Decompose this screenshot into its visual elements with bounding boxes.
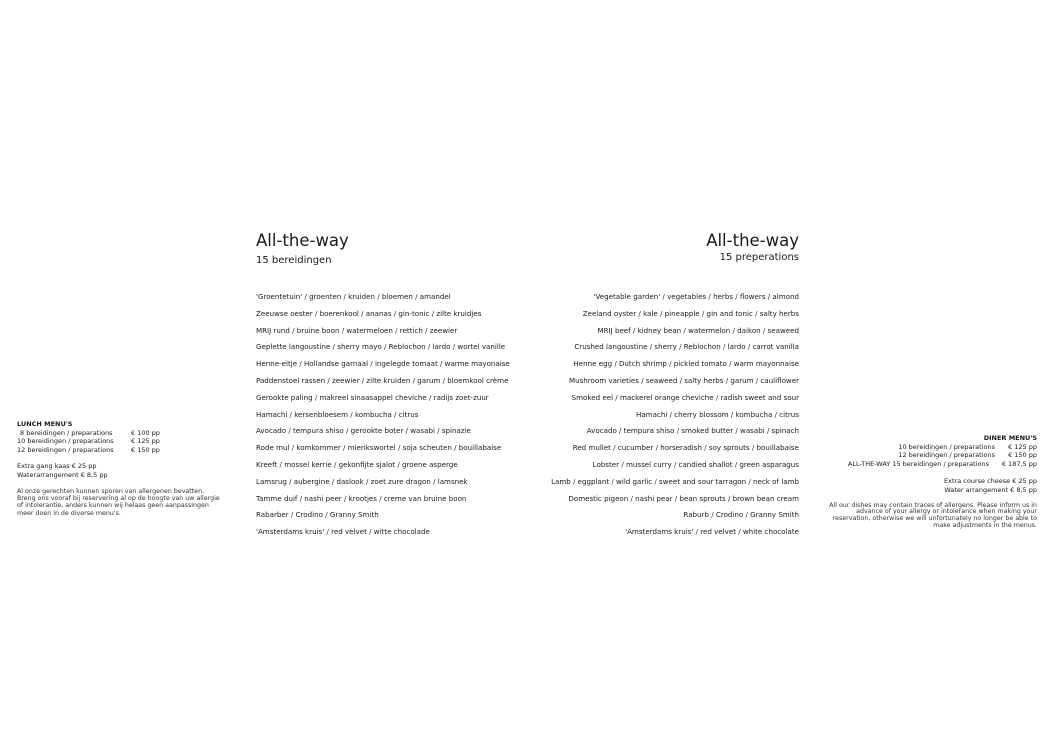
dutch-menu-title: All-the-way	[256, 231, 349, 250]
dish-item: Domestic pigeon / nashi pear / bean sprouts / brown bean cream	[568, 493, 799, 503]
dish-item: Avocado / tempura shiso / gerookte boter / wasabi / spinazie	[256, 426, 471, 436]
dish-item: 'Groentetuin' / groenten / kruiden / bloemen / amandel	[256, 292, 451, 301]
lunch-option-label: 10 bereidingen / preparations	[17, 437, 114, 446]
lunch-option-price: € 125 pp	[131, 437, 160, 446]
dish-item: Rabarber / Crodino / Granny Smith	[256, 510, 379, 520]
dish-item: Tamme duif / nashi peer / krootjes / creme van bruine boon	[256, 493, 467, 503]
dish-item: Rode mul / komkommer / mierikswortel / soja scheuten / bouillabaise	[256, 443, 502, 453]
diner-option-price: € 125 pp	[1008, 442, 1037, 451]
lunch-extra-water: Waterarrangement € 8,5 pp	[17, 470, 108, 479]
diner-extra-water: Water arrangement € 8,5 pp	[944, 485, 1037, 494]
dish-item: Kreeft / mossel kerrie / gekonfijte sjalot / groene asperge	[256, 459, 458, 469]
diner-extras	[777, 477, 1037, 494]
lunch-extras	[17, 462, 227, 479]
english-dish-list	[551, 289, 799, 541]
dish-item: Avocado / tempura shiso / smoked butter / wasabi / spinach	[586, 426, 799, 436]
dish-item: Red mullet / cucumber / horseradish / soy sprouts / bouillabaise	[572, 443, 799, 453]
diner-option-label: 12 bereidingen / preparations	[898, 451, 995, 460]
dish-item: Henne-eitje / Hollandse garnaal / ingelegde tomaat / warme mayonaise	[256, 359, 510, 369]
dish-item: Lamb / eggplant / wild garlic / sweet and sour tarragon / neck of lamb	[551, 476, 799, 486]
diner-option	[777, 460, 1037, 469]
diner-menu-info	[777, 434, 1037, 530]
diner-option-price: € 150 pp	[1008, 451, 1037, 460]
english-menu-title: All-the-way	[706, 231, 799, 250]
dish-item: Lamsrug / aubergine / daslook / zoet zure dragon / lamsnek	[256, 476, 468, 486]
dish-item: Mushroom varieties / seaweed / salty herbs / garum / cauliflower	[568, 375, 799, 385]
dish-item: 'Amsterdams kruis' / red velvet / white chocolate	[625, 527, 799, 537]
lunch-extra-cheese: Extra gang kaas € 25 pp	[17, 462, 97, 471]
dish-item: Zeeland oyster / kale / pineapple / gin and tonic / salty herbs	[582, 308, 799, 318]
lunch-menu-info	[17, 420, 227, 517]
diner-option	[777, 451, 1037, 460]
lunch-option	[17, 429, 227, 438]
dish-item: Crushed langoustine / sherry / Reblochon / lardo / carrot vanilla	[574, 342, 799, 352]
dish-item: MRIJ beef / kidney bean / watermelon / daikon / seaweed	[597, 325, 799, 335]
lunch-allergen-note: Al onze gerechten kunnen sporen van allergenen bevatten. Breng ons vooraf bij reservering al op de hoogte van uw allergie of intolerantie, anders kunnen wij helaas geen aanpassingen meer doen in de diverse menu's.	[17, 487, 220, 517]
dutch-dish-list	[256, 289, 510, 541]
dish-item: 'Vegetable garden' / vegetables / herbs / flowers / almond	[593, 292, 799, 301]
dish-item: Geplette langoustine / sherry mayo / Reblochon / lardo / wortel vanille	[256, 342, 506, 352]
dish-item: Lobster / mussel curry / candied shallot / green asparagus	[592, 459, 799, 469]
dish-item: Paddenstoel rassen / zeewier / zilte kruiden / garum / bloemkool crème	[256, 375, 509, 385]
diner-option-price: € 187,5 pp	[1001, 459, 1037, 468]
lunch-option-label: 12 bereidingen / preparations	[17, 445, 114, 454]
lunch-option-price: € 100 pp	[131, 428, 160, 437]
diner-extra-cheese: Extra course cheese € 25 pp	[944, 477, 1037, 486]
dish-item: Gerookte paling / makreel sinaasappel cheviche / radijs zoet-zuur	[256, 392, 489, 402]
dish-item: Hamachi / kersenbloesem / kombucha / citrus	[256, 409, 419, 419]
lunch-option	[17, 446, 227, 455]
dish-item: 'Amsterdams kruis' / red velvet / witte chocolade	[256, 527, 430, 537]
diner-heading: DINER MENU'S	[983, 434, 1037, 442]
lunch-option	[17, 437, 227, 446]
lunch-heading: LUNCH MENU'S	[17, 420, 73, 428]
lunch-option-label: 8 bereidingen / preparations	[20, 428, 113, 437]
dish-item: Smoked eel / mackerel orange cheviche / radish sweet and sour	[571, 392, 799, 402]
dish-item: Raburb / Crodino / Granny Smith	[683, 510, 799, 520]
lunch-option-price: € 150 pp	[131, 445, 160, 454]
dish-item: Hamachi / cherry blossom / kombucha / citrus	[636, 409, 799, 419]
english-menu-subtitle: 15 preperations	[719, 252, 799, 263]
diner-allergen-note: All our dishes may contain traces of allergens. Please inform us in advance of your allergy or intolerance when making your reservation, otherwise we will unfortunately no longer be able to make adjustments in the menus.	[829, 501, 1037, 529]
dutch-menu-subtitle: 15 bereidingen	[256, 255, 332, 266]
diner-option	[777, 443, 1037, 452]
dish-item: Henne egg / Dutch shrimp / pickled tomato / warm mayonnaise	[573, 359, 799, 369]
dish-item: Zeeuwse oester / boerenkool / ananas / gin-tonic / zilte kruidjes	[256, 308, 482, 318]
dish-item: MRIJ rund / bruine boon / watermeloen / rettich / zeewier	[256, 325, 458, 335]
diner-option-label: ALL-THE-WAY 15 bereidingen / preparations	[847, 459, 989, 468]
diner-option-label: 10 bereidingen / preparations	[898, 442, 995, 451]
